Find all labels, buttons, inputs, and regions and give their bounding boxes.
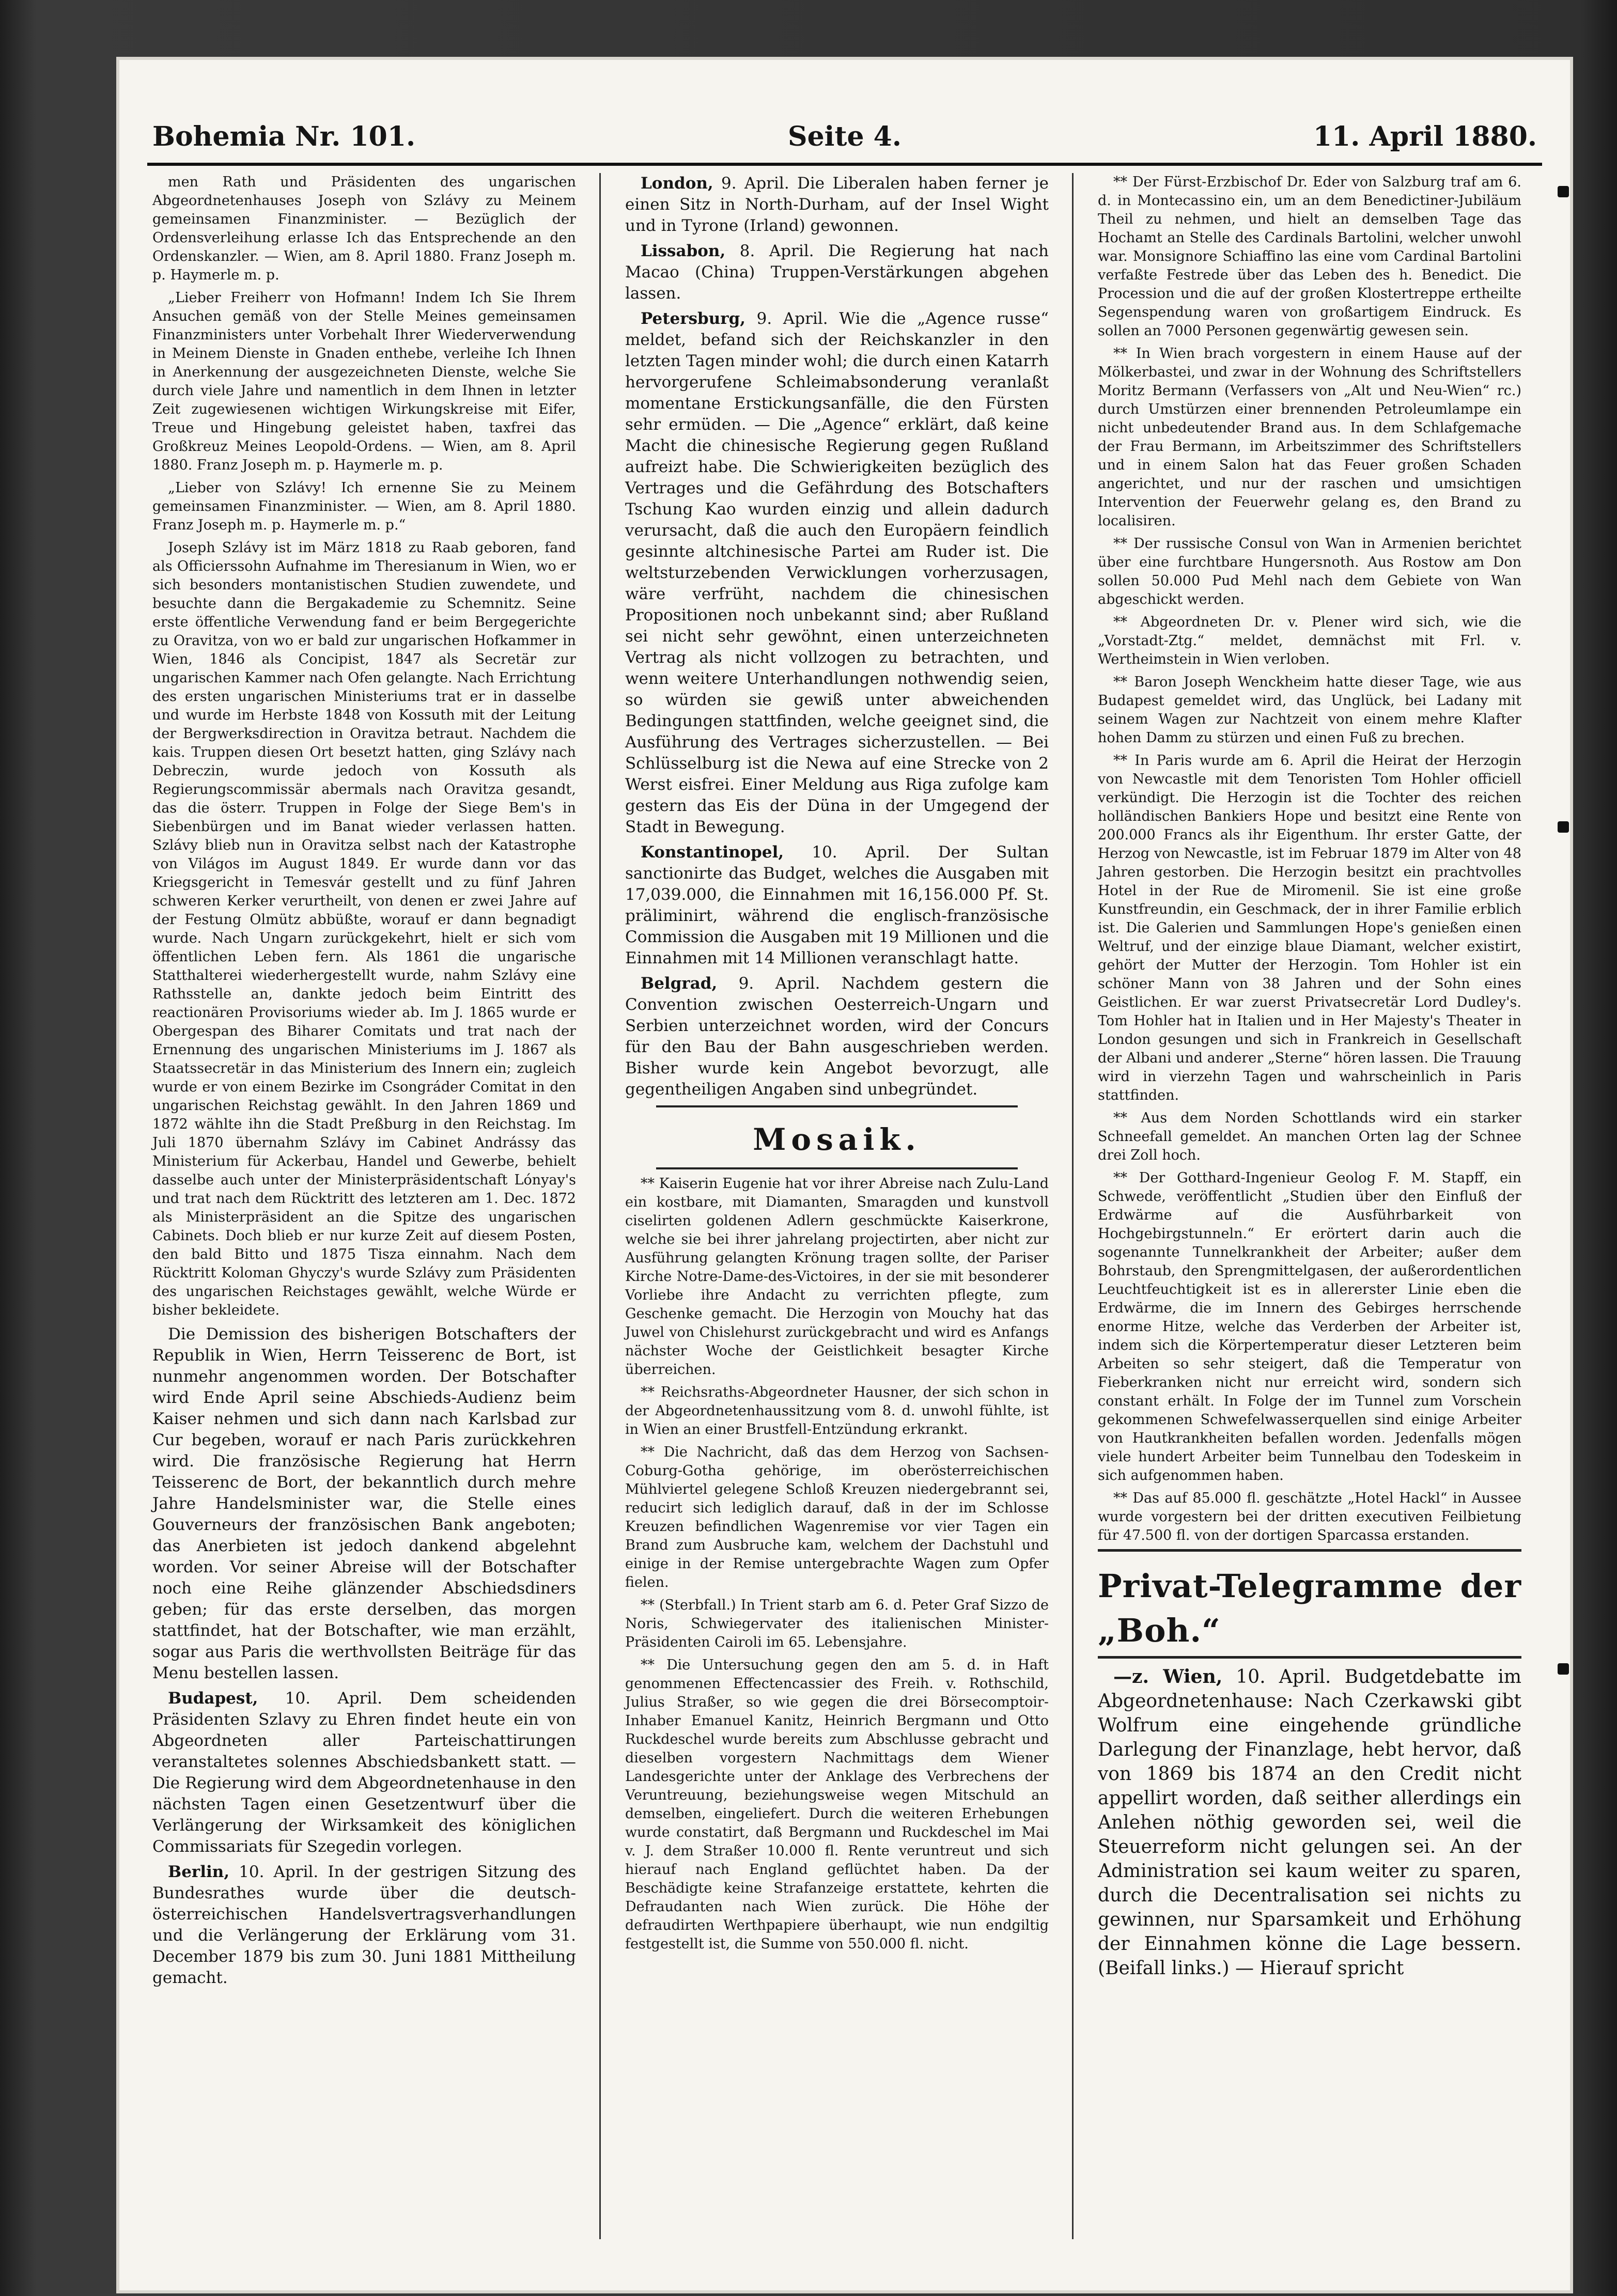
- header-rule: [147, 163, 1542, 166]
- column-1: [152, 173, 576, 1993]
- mosaik-item: ** Das auf 85.000 fl. geschätzte „Hotel Hackl“ in Aussee wurde vorgestern bei der dritten executiven Feilbietung für 47.500 fl. von der dortigen Sparcassa erstanden.: [1098, 1490, 1521, 1543]
- section-rule: [656, 1105, 1018, 1107]
- dateline-place: Petersburg,: [641, 309, 746, 328]
- mosaik-item: ** Abgeordneten Dr. v. Plener wird sich, wie die „Vorstadt-Ztg.“ meldet, demnächst mit Frl. v. Wertheimstein in Wien verloben.: [1098, 614, 1521, 667]
- news-item-berlin: [152, 1862, 576, 1989]
- mosaik-item: ** Der Fürst-Erzbischof Dr. Eder von Salzburg traf am 6. d. in Montecassino ein, um an dem Benedictiner-Jubiläum Theil zu nehmen, und hielt an demselben Tage das Hochamt an Stelle des Cardinals Bartolini, welcher unwohl war. Monsignore Schiaffino las eine vom Cardinal Bartolini verfaßte Festrede über das Leben des h. Benedict. Die Procession und die auf der großen Klostertreppe ertheilte Segenspendung waren von großartigem Eindruck. Es sollen an 7000 Personen gegenwärtig gewesen sein.: [1098, 174, 1521, 339]
- dateline-place: Budapest,: [168, 1689, 258, 1708]
- article-paragraph: men Rath und Präsidenten des ungarischen Abgeordnetenhauses Joseph von Szlávy zu Meinem gemeinsamen Finanzminister. — Bezüglich der Ordensverleihung erlasse Ich das Entsprechende an den Ordenskanzler. — Wien, am 8. April 1880. Franz Joseph m. p. Haymerle m. p.: [152, 174, 576, 283]
- mosaik-item: ** Kaiserin Eugenie hat vor ihrer Abreise nach Zulu-Land ein kostbare, mit Diamanten, Smaragden und kunstvoll ciselirten goldenen Adlern geschmückte Kaiserkrone, welche sie bei ihrer jahrelang projectirten, aber nicht zur Ausführung gelangten Krönung tragen sollte, der Pariser Kirche Notre-Dame-des-Victoires, in der sie mit besonderer Vorliebe ihre Andacht zu verrichten pflegte, zum Geschenke gemacht. Die Herzogin von Mouchy hat das Juwel von Chislehurst zurückgebracht und wird es Anfangs nächster Woche der Geistlichkeit besagter Kirche überreichen.: [625, 1176, 1049, 1378]
- dateline-place: Lissabon,: [641, 242, 726, 260]
- scan-punch-mark: [1558, 1663, 1569, 1675]
- mosaik-item: ** (Sterbfall.) In Trient starb am 6. d. Peter Graf Sizzo de Noris, Schwiegervater des italienischen Minister-Präsidenten Cairoli im 65. Lebensjahre.: [625, 1597, 1049, 1650]
- newspaper-page: [116, 57, 1573, 2293]
- news-item: [625, 173, 1049, 237]
- article-paragraph: „Lieber Freiherr von Hofmann! Indem Ich Sie Ihrem Ansuchen gemäß von der Stelle Meines gemeinsamen Finanzministers unter Vorbehalt Ihrer Wiederverwendung in Meinem Dienste in Gnaden enthebe, verleihe Ich Ihnen in Anerkennung der ausgezeichneten Dienste, welche Sie durch viele Jahre und namentlich in dem Ihnen in letzter Zeit zugewiesenen wichtigen Wirkungskreise mit Eifer, Treue und Hingebung geleistet haben, taxfrei das Großkreuz Meines Leopold-Ordens. — Wien, am 8. April 1880. Franz Joseph m. p. Haymerle m. p.: [152, 290, 576, 473]
- mosaik-item: ** Der Gotthard-Ingenieur Geolog F. M. Stapff, ein Schwede, veröffentlicht „Studien über den Einfluß der Erdwärme auf die Ausführbarkeit von Hochgebirgstunneln.“ Er erörtert darin auch die sogenannte Tunnelkrankheit der Arbeiter; außer dem Bohrstaub, den Sprengmittelgasen, der außerordentlichen Leuchtfeuchtigkeit ist es in allererster Linie eben die Erdwärme, die im Innern des Gebirges herrschende enorme Hitze, welche das Verderben der Arbeiter ist, indem sich die Körpertemperatur dieser Letzteren beim Arbeiten so sehr steigert, daß die Temperatur von Fieberkranken nicht nur erreicht wird, sondern sich constant erhält. In Folge der im Tunnel zum Vorschein gekommenen Schwefelwasserquellen sind einige Arbeiter von Hautkrankheiten befallen worden. Jedenfalls mögen viele hundert Arbeiter beim Tunnelbau den Todeskeim in sich aufgenommen haben.: [1098, 1170, 1521, 1483]
- scan-punch-mark: [1558, 186, 1569, 197]
- mosaik-item: ** In Wien brach vorgestern in einem Hause auf der Mölkerbastei, und zwar in der Wohnung des Schriftstellers Moritz Bermann (Verfassers von „Alt und Neu-Wien“ rc.) durch Umstürzen einer brennenden Petroleumlampe ein nicht unbedeutender Brand aus. In dem Schlafgemache der Frau Bermann, im Arbeitszimmer des Schriftstellers und in einem Salon hat das Feuer großen Schaden angerichtet, und nur der raschen und umsichtigen Intervention der Feuerwehr gelang es, den Brand zu localisiren.: [1098, 346, 1521, 529]
- news-item: [625, 842, 1049, 969]
- dateline-place: Belgrad,: [641, 974, 718, 993]
- column-divider: [599, 173, 601, 2239]
- telegram-text: 10. April. Budgetdebatte im Abgeordnetenhause: Nach Czerkawski gibt Wolfrum eine eingehende gründliche Darlegung der Finanzlage, hebt hervor, daß von 1869 bis 1874 an den Credit nicht appellirt worden, daß seither allerdings ein Anlehen nöthig geworden sei, weil die Steuerreform nicht gelungen sei. An der Administration sei kaum weiter zu sparen, durch die Decentralisation sei nichts zu gewinnen, nur Sparsamkeit und Erhöhung der Einnahmen könne die Lage bessern. (Beifall links.) — Hierauf spricht: [1098, 1666, 1522, 1979]
- telegram-block: [1098, 1665, 1521, 1980]
- section-rule: [656, 1167, 1018, 1169]
- mosaik-item: ** Der russische Consul von Wan in Armenien berichtet über eine furchtbare Hungersnoth. Aus Rostow am Don sollen 50.000 Pud Mehl nach dem Gebiete von Wan abgeschickt werden.: [1098, 536, 1521, 607]
- news-text: 10. April. Dem scheidenden Präsidenten Szlavy zu Ehren findet heute ein von Abgeordneten aller Parteischattirungen veranstaltetes solennes Abschiedsbankett statt. — Die Regierung wird dem Abgeordnetenhause in den nächsten Tagen einen Gesetzentwurf über die Verlängerung der Wirksamkeit des königlichen Commissariats für Szegedin vorlegen.: [152, 1689, 576, 1856]
- mosaik-item: ** Aus dem Norden Schottlands wird ein starker Schneefall gemeldet. An manchen Orten lag der Schnee drei Zoll hoch.: [1098, 1110, 1521, 1163]
- page-header: [152, 114, 1537, 160]
- news-item-budapest: [152, 1688, 576, 1857]
- mosaik-item: ** Die Nachricht, daß das dem Herzog von Sachsen-Coburg-Gotha gehörige, im oberösterreichischen Mühlviertel gelegene Schloß Kreuzen niedergebrannt sei, reducirt sich lediglich darauf, daß in der im Schlosse Kreuzen befindlichen Wagenremise vor vier Tagen ein Brand zum Ausbruche kam, welchem der Dachstuhl und einige in der Remise untergebrachte Wagen zum Opfer fielen.: [625, 1444, 1049, 1590]
- mosaik-item: ** Die Untersuchung gegen den am 5. d. in Haft genommenen Effectencassier des Freih. v. Rothschild, Julius Straßer, so wie gegen die drei Börsecomptoir-Inhaber Emanuel Kanitz, Heinrich Bergmann und Otto Ruckdeschel wurde bereits zum Abschlusse gebracht und dieselben vorgestern Nachmittags dem Wiener Landesgerichte unter der Anklage des Verbrechens der Veruntreuung, beziehungsweise wegen Mitschuld an demselben, eingeliefert. Durch die weiteren Erhebungen wurde constatirt, daß Bergmann und Ruckdeschel im Mai v. J. dem Straßer 10.000 fl. Rente veruntreut und sich hierauf nach England geflüchtet haben. Da der Beschädigte keine Strafanzeige erstattete, kehrten die Defraudanten nach Wien zurück. Die Höhe der defraudirten Werthpapiere überhaupt, wie nun endgiltig festgestellt ist, die Summe von 550.000 fl. nicht.: [625, 1657, 1049, 1952]
- telegram-item: [1098, 1665, 1521, 1980]
- section-rule: [1098, 1656, 1521, 1659]
- section-rule: [1098, 1549, 1521, 1552]
- news-item: [625, 973, 1049, 1100]
- news-text: 8. April. Die Regierung hat nach Macao (China) Truppen-Verstärkungen abgehen lassen.: [625, 242, 1049, 303]
- mosaik-item: ** In Paris wurde am 6. April die Heirat der Herzogin von Newcastle mit dem Tenoristen Tom Hohler officiell verkündigt. Die Herzogin ist die Tochter des reichen holländischen Bankiers Hope und besitzt eine Rente von 200.000 Francs als ihr Eigenthum. Ihr erster Gatte, der Herzog von Newcastle, ist im Februar 1879 im Alter von 48 Jahren gestorben. Die Herzogin besitzt ein prachtvolles Hotel in der Rue de Miromenil. Sie ist eine große Kunstfreundin, ein Geschmack, der in ihrer Familie erblich ist. Die Galerien und Sammlungen Hope's genießen einen Weltruf, und der einzige blaue Diamant, welcher existirt, gehört der Mutter der Herzogin. Tom Hohler ist ein schöner Mann von 38 Jahren und der Sohn eines Geistlichen. Er war zuerst Privatsecretär Lord Dudley's. Tom Hohler hat in Italien und in Her Majesty's Theater in London gesungen und sich in Frankreich in Gesellschaft der Albani und anderer „Sterne“ hören lassen. Die Trauung wird in vierzehn Tagen und wahrscheinlich in Paris stattfinden.: [1098, 753, 1521, 1103]
- news-text: 10. April. In der gestrigen Sitzung des Bundesrathes wurde über die deutsch-österreichischen Handelsvertragsverhandlungen und die Verlängerung der Erklärung vom 31. December 1879 bis zum 30. Juni 1881 Mittheilung gemacht.: [152, 1863, 576, 1987]
- mosaik-item: ** Baron Joseph Wenckheim hatte dieser Tage, wie aus Budapest gemeldet wird, das Unglück, bei Ladany mit seinem Wagen zur Nachtzeit von einem mehre Klafter hohen Damm zu stürzen und einen Fuß zu brechen.: [1098, 674, 1521, 746]
- dateline-place: Konstantinopel,: [641, 843, 784, 862]
- news-item: [625, 241, 1049, 304]
- column-3: [1098, 173, 1521, 1985]
- masthead-issue: Bohemia Nr. 101.: [152, 121, 416, 152]
- scan-punch-mark: [1558, 821, 1569, 833]
- news-item: [625, 308, 1049, 838]
- mosaik-item: ** Reichsraths-Abgeordneter Hausner, der sich schon in der Abgeordnetenhaussitzung vom 8. d. unwohl fühlte, ist in Wien an einer Brustfell-Entzündung erkrankt.: [625, 1384, 1049, 1438]
- dateline-place: —z. Wien,: [1113, 1666, 1223, 1688]
- section-title-mosaik: Mosaik.: [753, 1122, 921, 1157]
- news-text: 10. April. Der Sultan sanctionirte das Budget, welches die Ausgaben mit 17,039.000, die Einnahmen mit 16,156.000 Pf. St. präliminirt, während die englisch-französische Commission die Ausgaben mit 19 Millionen und die Einnahmen mit 14 Millionen veranschlagt hatte.: [625, 843, 1049, 967]
- page-number: Seite 4.: [788, 121, 901, 152]
- issue-date: 11. April 1880.: [1313, 121, 1537, 152]
- news-text: 9. April. Nachdem gestern die Convention zwischen Oesterreich-Ungarn und Serbien unterzeichnet worden, wird der Concurs für den Bau der Bahn ausgeschrieben werden. Bisher wurde kein Angebot bevorzugt, alle gegentheiligen Angaben sind unbegründet.: [625, 974, 1049, 1099]
- news-text: 9. April. Wie die „Agence russe“ meldet, befand sich der Reichskanzler in den letzten Tagen minder wohl; die durch einen Katarrh hervorgerufene Schleimabsonderung veranlaßt momentane Erstickungsanfälle, die den Fürsten sehr ermüden. — Die „Agence“ erklärt, daß keine Macht die chinesische Regierung gegen Rußland aufreizt habe. Die Schwierigkeiten bezüglich des Vertrages und die Gefährdung des Botschafters Tschung Kao wurden einzig und allein dadurch verursacht, daß die auch den Europäern feindlich gesinnte altchinesische Partei am Ruder ist. Die weltsturzebenden Verwicklungen vorherzusagen, wäre verfrüht, nachdem die chinesischen Propositionen noch unbekannt sind; aber Rußland sei nicht sehr gewöhnt, einen unterzeichneten Vertrag als nicht vollzogen zu betrachten, und wenn weitere Unterhandlungen nothwendig seien, so würden sie gewiß unter abweichenden Bedingungen stattfinden, welche geeignet sind, die Ausführung des Vertrages sicherzustellen. — Bei Schlüsselburg ist die Newa auf eine Strecke von 2 Werst eisfrei. Einer Meldung aus Riga zufolge kam gestern das Eis der Düna in der Umgegend der Stadt in Bewegung.: [625, 309, 1049, 836]
- article-paragraph: Joseph Szlávy ist im März 1818 zu Raab geboren, fand als Officierssohn Aufnahme im Theresianum in Wien, wo er sich besonders montanistischen Studien zuwendete, und besuchte dann die Bergakademie zu Schemnitz. Seine erste öffentliche Verwendung fand er beim Bergegerichte zu Oravitza, von wo er bald zur ungarischen Hofkammer in Wien, 1846 als Concipist, 1847 als Secretär zur ungarischen Kammer nach Ofen gelangte. Nach Errichtung des ersten ungarischen Ministeriums trat er in dasselbe und wurde im Herbste 1848 von Kossuth mit der Leitung der Bergwerksdirection in Oravitza betraut. Nachdem die kais. Truppen diesen Ort besetzt hatten, ging Szlávy nach Debreczin, wurde jedoch von Kossuth als Regierungscommissär abermals nach Oravitza gesandt, das die österr. Truppen in Folge der Siege Bem's in Siebenbürgen und im Banat wieder verlassen hatten. Szlávy blieb nun in Oravitza selbst nach der Katastrophe von Világos im August 1849. Er wurde dann vor das Kriegsgericht in Temesvár gestellt und zu fünf Jahren schweren Kerker verurtheilt, von denen er zwei Jahre auf der Festung Olmütz abbüßte, worauf er dann begnadigt wurde. Nach Ungarn zurückgekehrt, hielt er sich vom öffentlichen Leben fern. Als 1861 die ungarische Statthalterei wiederhergestellt wurde, nahm Szlávy eine Rathsstelle an, dankte jedoch beim Eintritt des reactionären Provisoriums wieder ab. Im J. 1865 wurde er Obergespan des Biharer Comitats und trat nach der Ernennung des ungarischen Ministeriums im J. 1867 als Staatssecretär in das Ministerium des Innern ein; zugleich wurde er von einem Bezirke im Csongráder Comitat in den ungarischen Reichstag gewählt. In den Jahren 1869 und 1872 wählte ihn die Stadt Preßburg in den Reichstag. Im Juli 1870 übernahm Szlávy im Cabinet Andrássy das Ministerium für Ackerbau, Handel und Gewerbe, behielt dasselbe auch unter der Ministerpräsidentschaft Lónyay's und trat nach dem Rücktritt des letzteren am 1. Dec. 1872 als Ministerpräsident an die Spitze des ungarischen Cabinets. Doch blieb er nur kurze Zeit auf diesem Posten, den bald Bitto und 1875 Tisza einnahm. Nach dem Rücktritt Koloman Ghyczy's wurde Szlávy zum Präsidenten des ungarischen Reichstages gewählt, welche Würde er bisher bekleidete.: [152, 540, 576, 1318]
- column-divider: [1072, 173, 1074, 2239]
- article-paragraph: „Lieber von Szlávy! Ich ernenne Sie zu Meinem gemeinsamen Finanzminister. — Wien, am 8. April 1880. Franz Joseph m. p. Haymerle m. p.“: [152, 480, 576, 533]
- section-title-telegrams: Privat-Telegramme der „Boh.“: [1098, 1567, 1521, 1649]
- column-2: [625, 173, 1049, 1958]
- dateline-place: London,: [641, 174, 713, 193]
- news-text: 9. April. Die Liberalen haben ferner je einen Sitz in North-Durham, auf der Insel Wight und in Tyrone (Irland) gewonnen.: [625, 174, 1049, 235]
- dateline-place: Berlin,: [168, 1863, 230, 1881]
- article-paragraph: Die Demission des bisherigen Botschafters der Republik in Wien, Herrn Teisserenc de Bort, ist nunmehr angenommen worden. Der Botschafter wird Ende April seine Abschieds-Audienz beim Kaiser nehmen und sich dann nach Karlsbad zur Cur begeben, worauf er nach Paris zurückkehren wird. Die französische Regierung hat Herrn Teisserenc de Bort, der bekanntlich durch mehre Jahre Handelsminister war, die Stelle eines Gouverneurs der französischen Bank angeboten; das Anerbieten ist jedoch dankend abgelehnt worden. Vor seiner Abreise will der Botschafter noch eine Reihe glänzender Abschiedsdiners geben; für das erste derselben, das morgen stattfindet, hat der Botschafter, wie man erzählt, sogar aus Paris die werthvollsten Beiträge für das Menu bestellen lassen.: [152, 1325, 576, 1682]
